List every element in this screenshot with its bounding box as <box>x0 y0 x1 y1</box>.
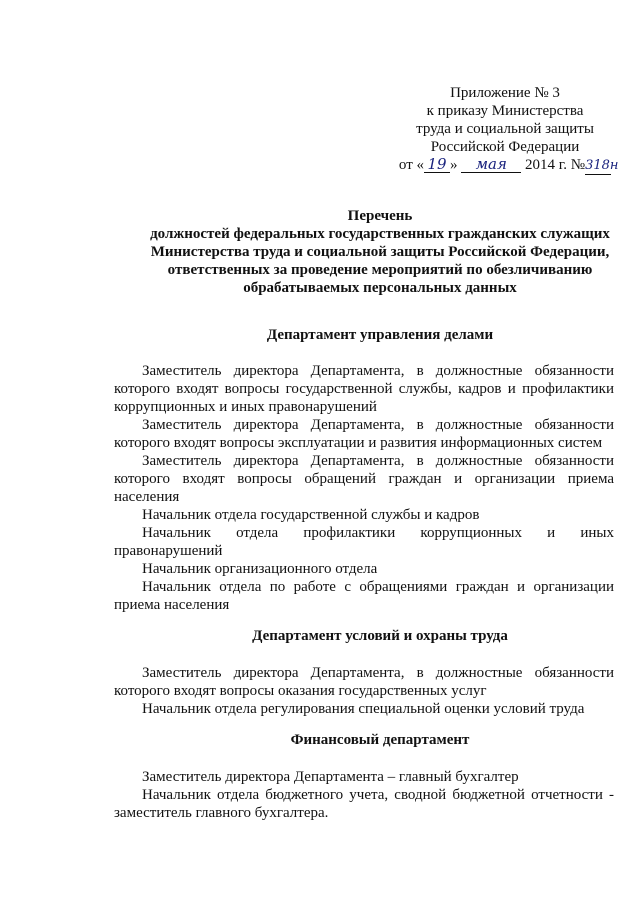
list-item: Заместитель директора Департамента, в должностные обязанности которого входят вопросы обращений граждан и организации приема населения <box>114 453 614 505</box>
title-line-5: обрабатываемых персональных данных <box>243 280 517 296</box>
handwritten-day: 19 <box>424 156 450 173</box>
handwritten-month: мая <box>461 156 521 173</box>
appendix-federation-line: Российской Федерации <box>430 139 580 155</box>
section-title-administration: Департамент управления делами <box>266 327 494 343</box>
title-line-3: Министерства труда и социальной защиты Российской Федерации, <box>150 244 610 260</box>
list-item: Начальник отдела по работе с обращениями граждан и организации приема населения <box>114 579 614 613</box>
appendix-number: Приложение № 3 <box>450 85 560 101</box>
list-item: Начальник отдела бюджетного учета, сводной бюджетной отчетности - заместитель главного бухгалтера. <box>114 787 614 821</box>
list-item: Начальник отдела регулирования специальной оценки условий труда <box>142 701 585 717</box>
list-item: Заместитель директора Департамента, в должностные обязанности которого входят вопросы оказания государственных услуг <box>114 665 614 699</box>
list-item: Заместитель директора Департамента, в должностные обязанности которого входят вопросы эксплуатации и развития информационных систем <box>114 417 614 451</box>
document-title <box>130 207 630 297</box>
section-title-finance: Финансовый департамент <box>290 732 470 748</box>
order-date-line <box>380 156 630 175</box>
appendix-header <box>380 84 630 175</box>
title-line-2: должностей федеральных государственных гражданских служащих <box>150 226 610 242</box>
handwritten-order-number: 318н <box>585 158 619 173</box>
list-item: Начальник отдела государственной службы и кадров <box>142 507 480 523</box>
date-prefix: от « <box>398 157 425 173</box>
title-line-1: Перечень <box>347 208 413 224</box>
section-title-labor-conditions: Департамент условий и охраны труда <box>252 628 508 644</box>
list-item: Заместитель директора Департамента, в должностные обязанности которого входят вопросы государственной службы, кадров и профилактики коррупционных и иных правонарушений <box>114 363 614 415</box>
list-item: Заместитель директора Департамента – главный бухгалтер <box>142 769 519 785</box>
year-text: 2014 г. № <box>525 157 586 173</box>
list-item: Начальник организационного отдела <box>142 561 378 577</box>
date-mid: » <box>450 157 458 173</box>
title-line-4: ответственных за проведение мероприятий по обезличиванию <box>167 262 593 278</box>
list-item: Начальник отдела профилактики коррупционных и иных правонарушений <box>114 525 614 559</box>
appendix-ministry-line: труда и социальной защиты <box>416 121 594 137</box>
appendix-order-ref: к приказу Министерства <box>426 103 584 119</box>
